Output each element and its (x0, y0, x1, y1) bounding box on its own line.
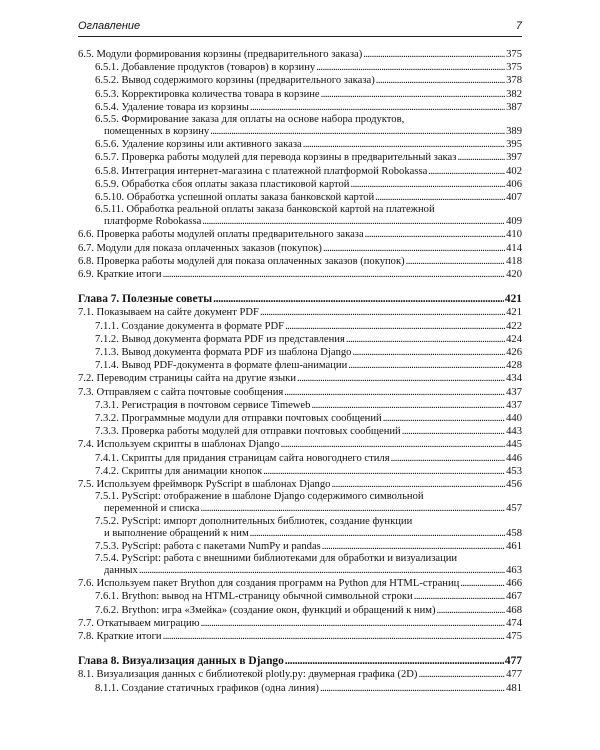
toc-entry-title: 7.4.2. Скрипты для анимации кнопок (95, 465, 263, 477)
toc-page-number: 397 (506, 152, 522, 164)
toc-entry-title: 6.5.6. Удаление корзины или активного заказа (95, 139, 302, 151)
toc-page-number: 422 (506, 320, 522, 332)
toc-entry (78, 577, 522, 590)
toc-page-number: 446 (506, 452, 522, 464)
toc-page-number: 475 (506, 630, 522, 642)
dot-leader (376, 74, 505, 87)
dot-leader (350, 178, 505, 191)
toc-page-number: 456 (506, 479, 522, 491)
toc-entry (78, 465, 522, 478)
running-header (78, 20, 522, 37)
dot-leader (428, 165, 505, 178)
toc-page-number: 468 (506, 604, 522, 616)
toc-entry (78, 204, 522, 228)
toc-entry (78, 540, 522, 553)
toc-page-number: 389 (506, 126, 522, 138)
toc-page-number: 395 (506, 139, 522, 151)
dot-leader (346, 333, 505, 346)
toc-entry-title: 6.6. Проверка работы модулей оплаты предварительного заказа (78, 229, 364, 241)
toc-entry-title: Глава 7. Полезные советы (78, 293, 213, 306)
toc-entry-title: 7.3.2. Программные модули для отправки почтовых сообщений (95, 413, 382, 425)
toc-entry (78, 630, 522, 643)
dot-leader (402, 425, 505, 438)
toc-entry-title: 7.1.3. Вывод документа формата PDF из шаблона Django (95, 347, 352, 359)
dot-leader (460, 577, 505, 590)
toc-entry-title: 6.8. Проверка работы модулей для показа оплаченных заказов (покупок) (78, 255, 405, 267)
dot-leader (260, 306, 505, 319)
dot-leader (437, 604, 506, 617)
toc-entry (78, 228, 522, 241)
toc-entry (78, 425, 522, 438)
toc-page-number: 420 (506, 269, 522, 281)
toc-entry-title: 7.4. Используем скрипты в шаблонах Django (78, 439, 280, 451)
toc-page-number: 443 (506, 426, 522, 438)
toc-entry (78, 165, 522, 178)
toc-page-number: 474 (506, 617, 522, 629)
dot-leader (331, 478, 505, 491)
toc-page-number: 406 (506, 178, 522, 190)
toc-page-number: 418 (506, 255, 522, 267)
toc-page-number: 421 (504, 293, 522, 306)
toc-entry (78, 516, 522, 540)
dot-leader (406, 255, 505, 268)
toc-page-number: 453 (506, 465, 522, 477)
toc-entry-title-continued: данных (104, 564, 138, 576)
toc-entry-title: 6.5.5. Формирование заказа для оплаты на основе набора продуктов, (95, 114, 405, 126)
toc-page-number: 481 (506, 682, 522, 694)
toc-entry-title: 7.3.1. Регистрация в почтовом сервисе Timeweb (95, 399, 311, 411)
toc-entry-title: 6.5. Модули формирования корзины (предварительного заказа) (78, 49, 363, 60)
toc-entry (78, 48, 522, 61)
toc-entry (78, 74, 522, 87)
toc-entry-title: 7.8. Краткие итоги (78, 630, 162, 642)
toc-entry-title: 7.6.2. Brython: игра «Змейка» (создание окон, функций и обращений к ним) (95, 604, 436, 616)
toc-entry-title: 7.5. Используем фреймворк PyScript в шаблонах Django (78, 479, 331, 491)
toc-entry (78, 346, 522, 359)
toc-page-number: 428 (506, 360, 522, 372)
toc-entry (78, 333, 522, 346)
toc-entry-title: 8.1. Визуализация данных с библиотекой plotly.py: двумерная графика (2D) (78, 669, 418, 681)
toc-entry-title: 7.7. Откатываем миграцию (78, 617, 200, 629)
dot-leader (457, 151, 505, 164)
toc-page-number: 457 (506, 503, 522, 515)
toc-entry-title-continued: и выполнение обращений к ним (104, 527, 249, 539)
dot-leader (202, 215, 505, 228)
toc-page-number: 434 (506, 373, 522, 385)
toc-entry-title: 7.1.4. Вывод PDF-документа в формате флеш-анимации (95, 360, 348, 372)
dot-leader (311, 399, 505, 412)
toc-page-number: 445 (506, 439, 522, 451)
toc-entry (78, 114, 522, 138)
toc-page-number: 458 (506, 527, 522, 539)
dot-leader (365, 228, 505, 241)
toc-entry-title: 7.6. Используем пакет Brython для создания программ на Python для HTML-страниц (78, 578, 460, 590)
toc-page-number: 402 (506, 165, 522, 177)
toc-entry-title: 6.5.10. Обработка успешной оплаты заказа банковской картой (95, 192, 375, 204)
toc-page-number: 409 (506, 216, 522, 228)
toc-entry-title-continued: переменной и списка (104, 503, 200, 515)
toc-entry (78, 553, 522, 577)
toc-entry-title: 7.1.2. Вывод документа формата PDF из представления (95, 333, 345, 345)
toc-entry (78, 320, 522, 333)
toc-entry-title: 6.9. Краткие итоги (78, 269, 162, 281)
toc-entry (78, 491, 522, 515)
dot-leader (391, 452, 506, 465)
toc-entry (78, 668, 522, 681)
toc-page-number: 437 (506, 386, 522, 398)
toc-entry-title-continued: помещенных в корзину (104, 126, 210, 138)
toc-page-number: 410 (506, 229, 522, 241)
toc-entry-title: 6.5.4. Удаление товара из корзины (95, 101, 249, 113)
toc-entry (78, 178, 522, 191)
toc-entry (78, 191, 522, 204)
toc-entry (78, 604, 522, 617)
table-of-contents (78, 48, 522, 695)
dot-leader (213, 293, 504, 306)
toc-entry (78, 101, 522, 114)
toc-page-number: 467 (506, 591, 522, 603)
toc-entry-title-continued: платформе Robokassa (104, 216, 202, 228)
toc-page-number: 463 (506, 564, 522, 576)
toc-entry-title: 6.5.7. Проверка работы модулей для перевода корзины в предварительный заказ (95, 152, 457, 164)
toc-entry (78, 452, 522, 465)
dot-leader (375, 191, 505, 204)
toc-entry (78, 438, 522, 451)
toc-entry-title: 7.4.1. Скрипты для придания страницам сайта новогоднего стиля (95, 452, 390, 464)
toc-entry-title: 7.5.2. PyScript: импорт дополнительных библиотек, создание функции (95, 515, 413, 527)
toc-entry (78, 682, 522, 695)
toc-entry (78, 151, 522, 164)
header-page-number: 7 (515, 20, 522, 32)
toc-page-number: 424 (506, 333, 522, 345)
toc-page-number: 378 (506, 75, 522, 87)
toc-entry-title: 7.1. Показываем на сайте документ PDF (78, 307, 259, 319)
toc-page-number: 414 (506, 242, 522, 254)
toc-entry (78, 242, 522, 255)
toc-page-number: 437 (506, 399, 522, 411)
dot-leader (200, 502, 505, 515)
dot-leader (383, 412, 505, 425)
dot-leader (348, 359, 505, 372)
toc-entry-title: 7.5.4. PyScript: работа с внешними библиотеками для обработки и визуализации (95, 552, 458, 564)
toc-entry (78, 478, 522, 491)
dot-leader (297, 372, 505, 385)
dot-leader (414, 590, 505, 603)
dot-leader (418, 668, 505, 681)
dot-leader (363, 48, 505, 61)
toc-entry-title: 6.5.1. Добавление продуктов (товаров) в корзину (95, 62, 316, 74)
dot-leader (285, 320, 505, 333)
toc-page-number: 375 (506, 49, 522, 60)
dot-leader (263, 465, 505, 478)
toc-entry (78, 399, 522, 412)
dot-leader (323, 242, 505, 255)
toc-page-number: 477 (506, 669, 522, 681)
toc-entry-title: 7.3. Отправляем с сайта почтовые сообщения (78, 386, 284, 398)
toc-page-number: 382 (506, 88, 522, 100)
dot-leader (250, 527, 505, 540)
toc-entry-title: 6.5.8. Интеграция интернет-магазина с платежной платформой Robokassa (95, 165, 428, 177)
dot-leader (250, 101, 505, 114)
dot-leader (316, 61, 505, 74)
dot-leader (139, 564, 505, 577)
toc-page-number: 426 (506, 347, 522, 359)
toc-page-number: 477 (504, 655, 522, 668)
chapter-entry (78, 293, 522, 306)
toc-entry (78, 268, 522, 281)
dot-leader (163, 268, 506, 281)
toc-entry-title: 6.5.2. Вывод содержимого корзины (предварительного заказа) (95, 75, 375, 87)
toc-entry-title: 7.1.1. Создание документа в формате PDF (95, 320, 285, 332)
dot-leader (284, 386, 505, 399)
dot-leader (352, 346, 505, 359)
toc-entry-title: 7.2. Переводим страницы сайта на другие языки (78, 373, 296, 385)
toc-entry-title: 6.5.3. Корректировка количества товара в корзине (95, 88, 320, 100)
toc-page-number: 375 (506, 62, 522, 74)
toc-page-number: 440 (506, 413, 522, 425)
toc-entry (78, 359, 522, 372)
toc-entry (78, 88, 522, 101)
toc-entry (78, 386, 522, 399)
dot-leader (201, 617, 506, 630)
toc-entry-title: 6.7. Модули для показа оплаченных заказов (покупок) (78, 242, 322, 254)
toc-page-number: 407 (506, 192, 522, 204)
toc-entry (78, 61, 522, 74)
toc-entry (78, 617, 522, 630)
toc-entry-title: 7.6.1. Brython: вывод на HTML-страницу обычной символьной строки (95, 591, 413, 603)
toc-entry (78, 372, 522, 385)
toc-entry (78, 138, 522, 151)
toc-entry-title: 7.5.3. PyScript: работа с пакетами NumPy и pandas (95, 540, 321, 552)
dot-leader (163, 630, 506, 643)
toc-entry (78, 412, 522, 425)
dot-leader (321, 88, 505, 101)
toc-page-number: 466 (506, 578, 522, 590)
toc-entry (78, 306, 522, 319)
toc-entry (78, 590, 522, 603)
chapter-entry (78, 655, 522, 668)
toc-entry (78, 255, 522, 268)
toc-entry-title: 7.3.3. Проверка работы модулей для отправки почтовых сообщений (95, 426, 401, 438)
header-title: Оглавление (78, 20, 141, 32)
dot-leader (285, 655, 504, 668)
dot-leader (210, 125, 505, 138)
toc-entry-title: 7.5.1. PyScript: отображение в шаблоне Django содержимого символьной (95, 491, 424, 503)
toc-entry-title: 6.5.9. Обработка сбоя оплаты заказа пластиковой картой (95, 178, 350, 190)
dot-leader (281, 438, 505, 451)
toc-entry-title: 8.1.1. Создание статичных графиков (одна линия) (95, 682, 319, 694)
dot-leader (322, 540, 505, 553)
dot-leader (303, 138, 505, 151)
toc-page-number: 387 (506, 101, 522, 113)
toc-entry-title: 6.5.11. Обработка реальной оплаты заказа банковской картой на платежной (95, 204, 435, 216)
toc-page-number: 421 (506, 307, 522, 319)
toc-page-number: 461 (506, 540, 522, 552)
dot-leader (320, 682, 505, 695)
toc-entry-title: Глава 8. Визуализация данных в Django (78, 655, 284, 668)
